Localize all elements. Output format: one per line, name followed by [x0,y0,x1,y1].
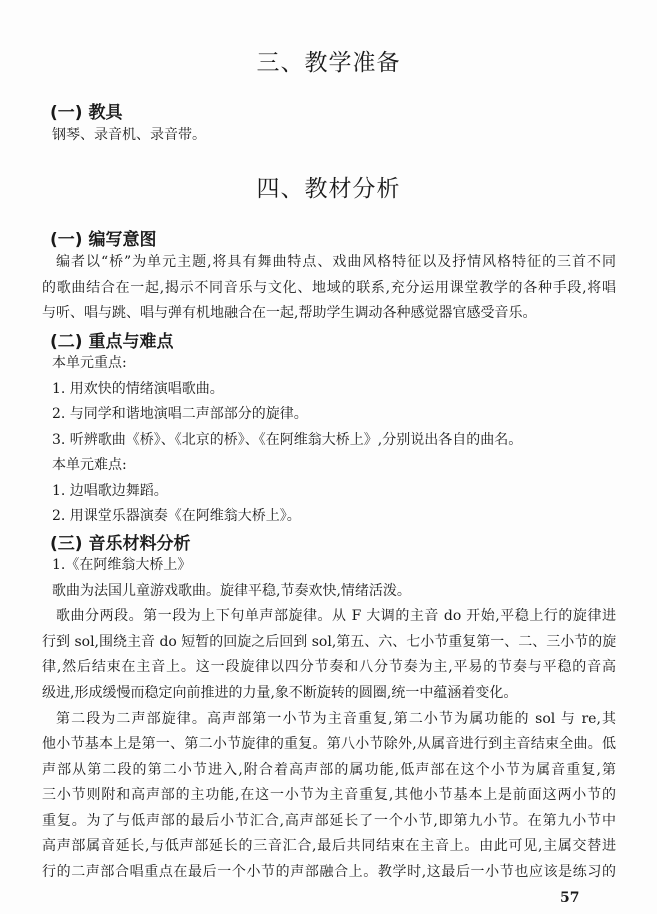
song-intro: 歌曲为法国儿童游戏歌曲。旋律平稳,节奏欢快,情绪活泼。 [52,583,411,599]
list-item: 2. 与同学和谐地演唱二声部部分的旋律。 [52,406,308,422]
paragraph-line: 第二段为二声部旋律。高声部第一小节为主音重复,第二小节为属功能的 sol 与 re,其 [56,711,616,727]
heading-key-points: (二) 重点与难点 [50,332,174,352]
paragraph-line: 重复。为了与低声部的最后小节汇合,高声部延长了一个小节,即第九小节。在第九小节中 [42,813,616,829]
song-title: 1.《在阿维翁大桥上》 [52,557,192,573]
key-points-label: 本单元重点: [52,355,127,371]
section-title-preparation: 三、教学准备 [256,50,401,76]
heading-intent: (一) 编写意图 [50,230,157,250]
paragraph-line: 行到 sol,围绕主音 do 短暂的回旋之后回到 sol,第五、六、七小节重复第一、二、三小节的旋 [42,634,617,650]
paragraph-line: 歌曲分两段。第一段为上下句单声部旋律。从 F 大调的主音 do 开始,平稳上行的旋律进 [56,608,616,624]
list-item: 3. 听辨歌曲《桥》、《北京的桥》、《在阿维翁大桥上》,分别说出各自的曲名。 [52,432,523,448]
paragraph-line: 三小节则附和高声部的主功能,在这一小节为主音重复,其他小节基本上是前面这两小节的 [42,787,616,803]
heading-material-analysis: (三) 音乐材料分析 [50,534,191,554]
page-number: 57 [560,890,580,906]
section-title-analysis: 四、教材分析 [256,176,401,202]
paragraph-line: 高声部属音延长,与低声部延长的三音汇合,最后共同结束在主音上。由此可见,主属交替进 [42,838,616,854]
paragraph-line: 行的二声部合唱重点在最后一个小节的声部融合上。教学时,这最后一小节也应该是练习的 [42,864,616,880]
list-item: 1. 边唱歌边舞蹈。 [52,483,168,499]
paragraph-line: 声部从第二段的第二小节进入,附合着高声部的属功能,低声部在这个小节为属音重复,第 [42,762,616,778]
difficult-points-label: 本单元难点: [52,457,127,473]
paragraph-line: 编者以“桥”为单元主题,将具有舞曲特点、戏曲风格特征以及抒情风格特征的三首不同 [56,254,616,270]
list-item: 1. 用欢快的情绪演唱歌曲。 [52,381,224,397]
paragraph-line: 级进,形成缓慢而稳定向前推进的力量,象不断旋转的圆圈,统一中蕴涵着变化。 [42,685,518,701]
paragraph-line: 的歌曲结合在一起,揭示不同音乐与文化、地域的联系,充分运用课堂教学的各种手段,将唱 [42,280,616,296]
paragraph-line: 律,然后结束在主音上。这一段旋律以四分节奏和八分节奏为主,平易的节奏与平稳的音高 [42,659,616,675]
heading-teaching-aids: (一) 教具 [50,103,123,123]
list-item: 2. 用课堂乐器演奏《在阿维翁大桥上》。 [52,508,301,524]
teaching-aids-text: 钢琴、录音机、录音带。 [52,127,206,143]
paragraph-line: 他小节基本上是第一、第二小节旋律的重复。第八小节除外,从属音进行到主音结束全曲。低 [42,736,616,752]
paragraph-line: 与听、唱与跳、唱与弹有机地融合在一起,帮助学生调动各种感觉器官感受音乐。 [42,305,537,321]
